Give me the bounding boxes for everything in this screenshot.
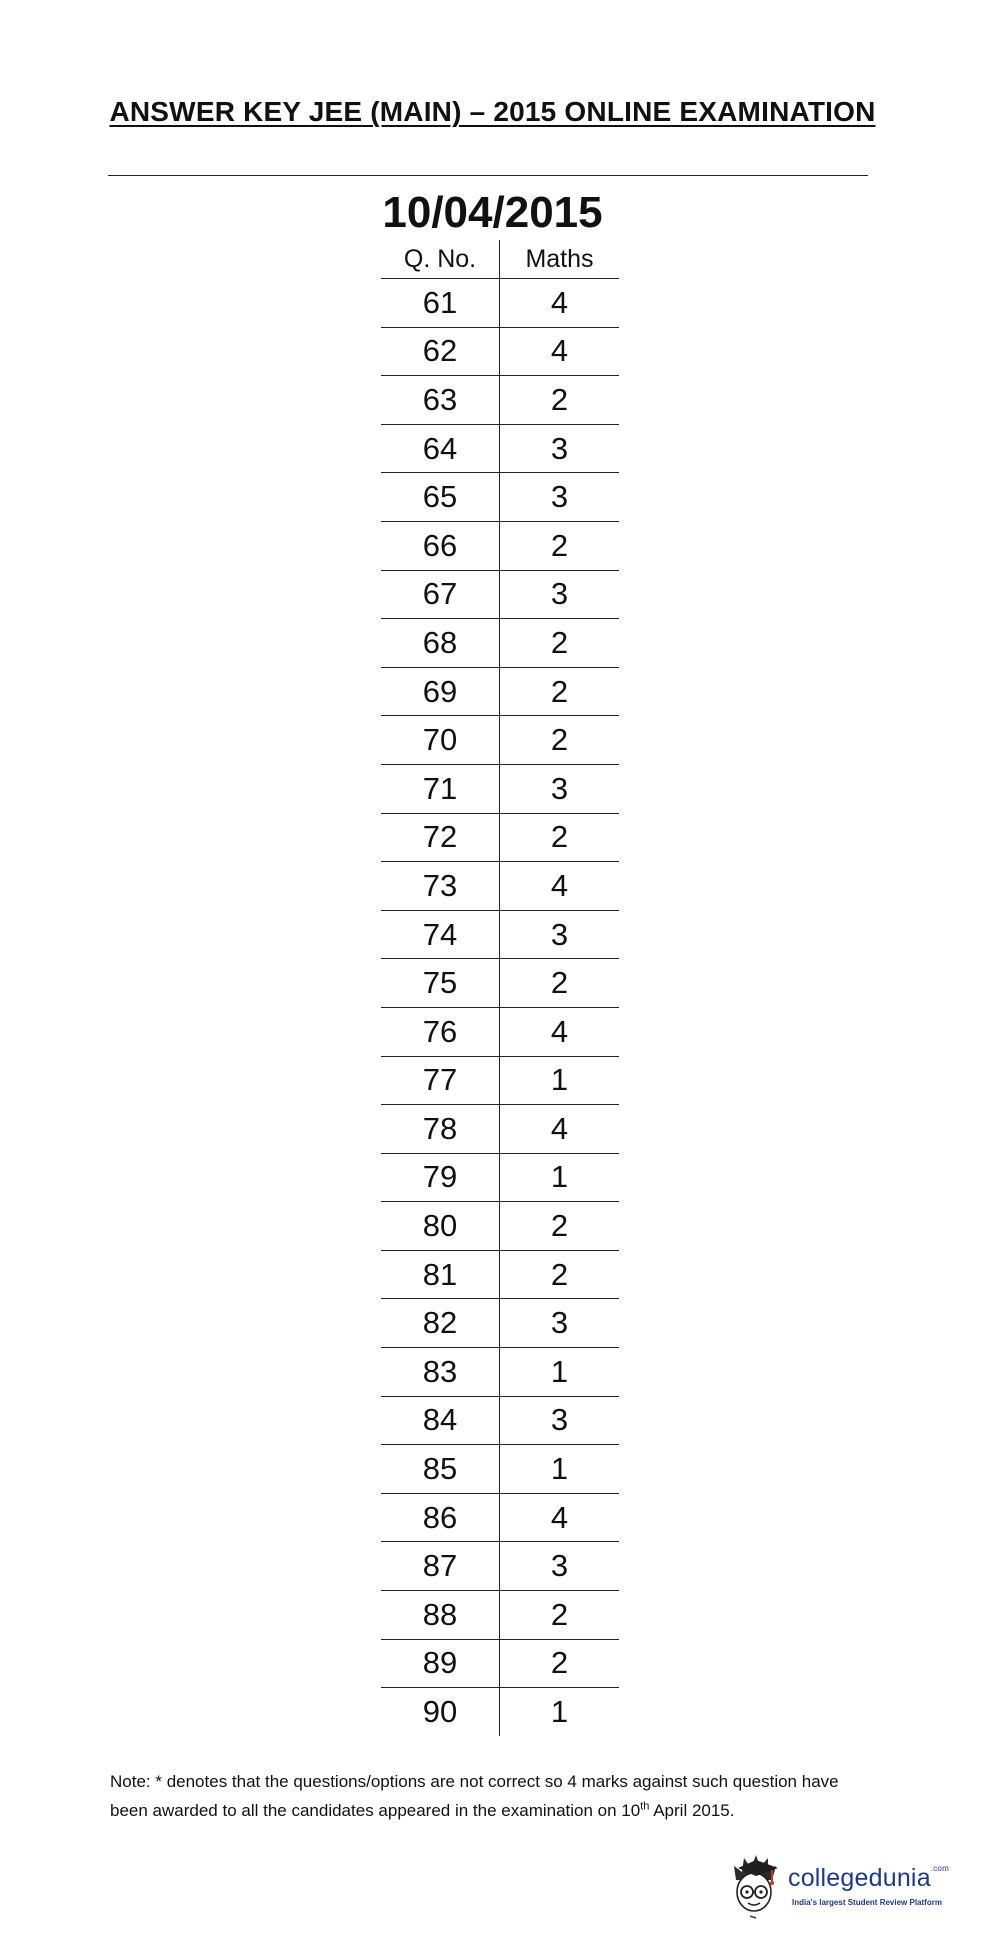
table-row xyxy=(381,862,619,911)
question-number-cell: 78 xyxy=(381,1105,500,1154)
table-row xyxy=(381,1639,619,1688)
column-header-question-number: Q. No. xyxy=(381,240,500,279)
question-number-cell: 84 xyxy=(381,1396,500,1445)
table-row xyxy=(381,1202,619,1251)
table-row xyxy=(381,424,619,473)
question-number-cell: 89 xyxy=(381,1639,500,1688)
table-row xyxy=(381,279,619,328)
question-number-cell: 72 xyxy=(381,813,500,862)
question-number-cell: 74 xyxy=(381,910,500,959)
answer-cell: 3 xyxy=(500,764,620,813)
question-number-cell: 73 xyxy=(381,862,500,911)
question-number-cell: 76 xyxy=(381,1007,500,1056)
question-number-cell: 80 xyxy=(381,1202,500,1251)
table-row xyxy=(381,327,619,376)
answer-cell: 4 xyxy=(500,279,620,328)
question-number-cell: 64 xyxy=(381,424,500,473)
question-number-cell: 68 xyxy=(381,619,500,668)
brand-name xyxy=(788,1864,949,1893)
table-row xyxy=(381,813,619,862)
answer-rows xyxy=(381,279,619,1736)
table-row xyxy=(381,1445,619,1494)
table-row xyxy=(381,619,619,668)
answer-cell: 1 xyxy=(550,1694,569,1730)
question-number-cell: 87 xyxy=(381,1542,500,1591)
question-number-cell: 62 xyxy=(381,327,500,376)
answer-cell: 3 xyxy=(500,910,620,959)
footnote xyxy=(110,1767,870,1825)
answer-key-title: ANSWER KEY JEE (MAIN) – 2015 ONLINE EXAMINATION xyxy=(109,96,876,127)
table-row xyxy=(381,1056,619,1105)
brand-name-text: collegedunia xyxy=(788,1864,931,1892)
table-row xyxy=(381,1348,619,1397)
table-row xyxy=(381,910,619,959)
answer-cell: 3 xyxy=(500,1542,620,1591)
answer-cell: 2 xyxy=(500,959,620,1008)
answer-cell: 1 xyxy=(500,1348,620,1397)
table-row xyxy=(381,716,619,765)
brand-watermark xyxy=(728,1852,958,1922)
answer-cell: 1 xyxy=(500,1153,620,1202)
table-row xyxy=(381,959,619,1008)
question-number-cell: 82 xyxy=(381,1299,500,1348)
table-row xyxy=(381,764,619,813)
table-row xyxy=(381,521,619,570)
table-row xyxy=(381,667,619,716)
answer-cell: 2 xyxy=(500,716,620,765)
brand-suffix: .com xyxy=(930,1864,949,1873)
answer-cell: 2 xyxy=(500,813,620,862)
answer-cell: 2 xyxy=(500,1250,620,1299)
table-row xyxy=(381,570,619,619)
answer-cell: 3 xyxy=(500,570,620,619)
table-row xyxy=(381,1542,619,1591)
exam-date: 10/04/2015 xyxy=(382,188,603,237)
table-row xyxy=(381,1591,619,1640)
column-header-maths: Maths xyxy=(500,240,620,279)
answer-key-table xyxy=(381,240,619,1736)
answer-cell: 3 xyxy=(500,1396,620,1445)
question-number-cell: 65 xyxy=(381,473,500,522)
question-number-cell: 61 xyxy=(381,279,500,328)
question-number-cell: 70 xyxy=(381,716,500,765)
answer-cell: 1 xyxy=(500,1056,620,1105)
question-number-cell: 71 xyxy=(381,764,500,813)
table-row xyxy=(381,1007,619,1056)
answer-cell: 3 xyxy=(500,1299,620,1348)
answer-cell: 4 xyxy=(500,1105,620,1154)
question-number-cell: 67 xyxy=(381,570,500,619)
table-row xyxy=(381,1153,619,1202)
answer-cell: 2 xyxy=(500,1202,620,1251)
footnote-text: Note: * denotes that the questions/options are not correct so 4 marks against such question have been awarded to all the candidates appeared in the examination on 10 xyxy=(110,1772,839,1820)
question-number-cell: 81 xyxy=(381,1250,500,1299)
table-row xyxy=(381,473,619,522)
answer-cell: 4 xyxy=(500,1007,620,1056)
footnote-text-end: April 2015. xyxy=(649,1801,735,1820)
answer-cell: 4 xyxy=(500,327,620,376)
table-header-row xyxy=(381,240,619,279)
answer-cell: 2 xyxy=(500,376,620,425)
question-number-cell: 77 xyxy=(381,1056,500,1105)
answer-cell: 2 xyxy=(500,1639,620,1688)
table-row xyxy=(381,1250,619,1299)
table-row xyxy=(381,1396,619,1445)
answer-cell: 2 xyxy=(500,521,620,570)
table-row xyxy=(381,1688,619,1736)
footnote-superscript: th xyxy=(640,1800,650,1813)
question-number-cell: 85 xyxy=(381,1445,500,1494)
student-mascot-icon xyxy=(728,1852,786,1922)
answer-cell: 2 xyxy=(500,667,620,716)
table-row xyxy=(381,1105,619,1154)
answer-cell: 2 xyxy=(500,1591,620,1640)
answer-cell: 3 xyxy=(500,473,620,522)
question-number-cell: 86 xyxy=(381,1493,500,1542)
question-number-cell: 90 xyxy=(381,1688,500,1736)
question-number-cell: 66 xyxy=(381,521,500,570)
page-title xyxy=(0,96,985,128)
answer-cell: 1 xyxy=(500,1445,620,1494)
answer-cell: 4 xyxy=(500,1493,620,1542)
question-number-cell: 69 xyxy=(381,667,500,716)
header-divider xyxy=(108,175,868,176)
question-number-cell: 79 xyxy=(381,1153,500,1202)
table-row xyxy=(381,1493,619,1542)
question-number-cell: 88 xyxy=(381,1591,500,1640)
answer-cell: 3 xyxy=(500,424,620,473)
table-row xyxy=(381,1299,619,1348)
question-number-cell: 83 xyxy=(381,1348,500,1397)
table-row xyxy=(381,376,619,425)
answer-cell: 4 xyxy=(500,862,620,911)
question-number-cell: 75 xyxy=(381,959,500,1008)
question-number-cell: 63 xyxy=(381,376,500,425)
answer-cell: 2 xyxy=(500,619,620,668)
brand-tagline: India's largest Student Review Platform xyxy=(792,1898,942,1907)
